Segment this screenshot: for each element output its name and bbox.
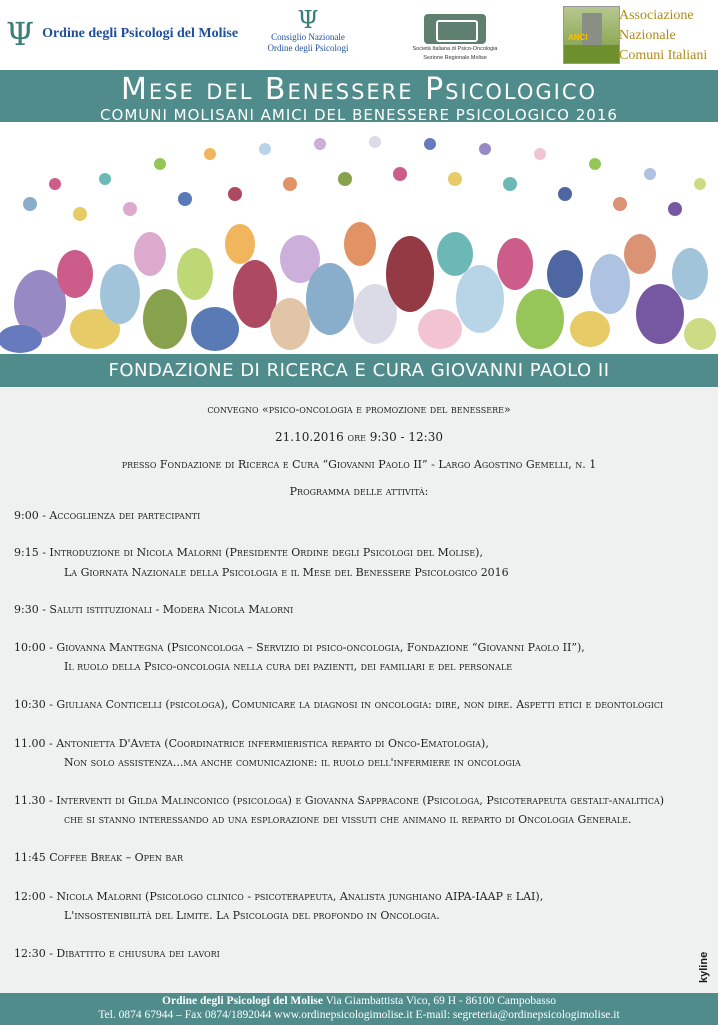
anci-line3: Comuni Italiani bbox=[619, 48, 708, 63]
event-location: presso Fondazione di Ricerca e Cura “Giovanni Paolo II” - Largo Agostino Gemelli, n. 1 bbox=[121, 458, 597, 471]
program-item-detail: L'insostenibilità del Limite. La Psicologia del profondo in Oncologia. bbox=[64, 909, 440, 922]
anci-line1: Associazione bbox=[619, 8, 694, 23]
banner-title: Mese del Benessere Psicologico bbox=[120, 72, 598, 107]
program-item: 10:00 - Giovanna Mantegna (Psiconcologa – Servizio di psico-oncologia, Fondazione “Giovanni Paolo II”), bbox=[14, 641, 585, 654]
program-item: 11:45 Coffee Break – Open bar bbox=[14, 851, 184, 864]
ordine-psicologi-molise-logo bbox=[6, 15, 239, 53]
program-item: 11.00 - Antonietta D'Aveta (Coordinatrice infermieristica reparto di Onco-Ematologia), bbox=[14, 737, 489, 750]
psi-icon: Ψ bbox=[6, 15, 35, 53]
kyline-brand-logo bbox=[693, 935, 713, 985]
section-title: FONDAZIONE DI RICERCA E CURA GIOVANNI PAOLO II bbox=[0, 354, 718, 387]
crowd-illustration bbox=[0, 124, 718, 356]
footer bbox=[0, 993, 718, 1025]
logo2-line1: Consiglio Nazionale bbox=[271, 32, 345, 42]
program-panel bbox=[0, 388, 718, 993]
program-item: 12:30 - Dibattito e chiusura dei lavori bbox=[14, 947, 220, 960]
footer-contacts: Tel. 0874 67944 – Fax 0874/1892044 www.ordinepsicologimolise.it E-mail: segreteria@ordinepsicologimolise.it bbox=[98, 1009, 620, 1021]
brand-text: kyline bbox=[698, 951, 710, 983]
program-item-detail: che si stanno interessando ad una esplorazione dei vissuti che animano il reparto di Oncologia Generale. bbox=[64, 813, 632, 826]
program-item: 12:00 - Nicola Malorni (Psicologo clinico - psicoterapeuta, Analista junghiano AIPA-IAAP e LAI), bbox=[14, 890, 544, 903]
footer-line1 bbox=[0, 994, 718, 1008]
consiglio-nazionale-logo bbox=[262, 8, 354, 54]
sipo-icon bbox=[424, 14, 486, 44]
convegno-title: convegno «psico-oncologia e promozione del benessere» bbox=[207, 403, 511, 416]
program-item-detail: La Giornata Nazionale della Psicologia e il Mese del Benessere Psicologico 2016 bbox=[64, 566, 509, 579]
program-heading: Programma delle attività: bbox=[289, 485, 429, 498]
logo1-text: Ordine degli Psicologi del Molise bbox=[42, 26, 239, 41]
program-item: 9:00 - Accoglienza dei partecipanti bbox=[14, 509, 201, 522]
program-item-detail: Non solo assistenza...ma anche comunicazione: il ruolo dell'infermiere in oncologia bbox=[64, 756, 521, 769]
event-date: 21.10.2016 ore 9:30 - 12:30 bbox=[275, 430, 443, 444]
program-item-detail: Il ruolo della Psico-oncologia nella cura dei pazienti, dei familiari e del personale bbox=[64, 660, 513, 673]
anci-logo bbox=[563, 6, 620, 64]
logo2-line2: Ordine degli Psicologi bbox=[267, 43, 349, 53]
hills-icon bbox=[564, 45, 619, 63]
program-item: 9:15 - Introduzione di Nicola Malorni (Presidente Ordine degli Psicologi del Molise), bbox=[14, 546, 483, 559]
program-item: 11.30 - Interventi di Gilda Malinconico (psicologa) e Giovanna Sappracone (Psicologa, Psicoterapeuta gestalt-analitica) bbox=[14, 794, 665, 807]
header bbox=[0, 0, 718, 70]
logo3-line2: Sezione Regionale Molise bbox=[423, 55, 487, 61]
program-item: 10:30 - Giuliana Conticelli (psicologa), Comunicare la diagnosi in oncologia: dire, non dire. Aspetti etici e deontologici bbox=[14, 698, 664, 711]
anci-text bbox=[619, 6, 707, 66]
anci-line2: Nazionale bbox=[619, 28, 676, 43]
footer-org: Ordine degli Psicologi del Molise bbox=[162, 995, 324, 1007]
sipo-logo bbox=[405, 14, 505, 62]
psi-icon: Ψ bbox=[297, 6, 319, 34]
banner-subtitle: COMUNI MOLISANI AMICI DEL BENESSERE PSICOLOGICO 2016 bbox=[100, 106, 618, 124]
logo3-line1: Società Italiana di Psico-Oncologia bbox=[412, 46, 498, 52]
title-banner bbox=[0, 70, 718, 122]
program-item: 9:30 - Saluti istituzionali - Modera Nicola Malorni bbox=[14, 603, 294, 616]
footer-address: Via Giambattista Vico, 69 H - 86100 Campobasso bbox=[323, 995, 556, 1007]
anci-badge: ANCI bbox=[568, 33, 588, 42]
